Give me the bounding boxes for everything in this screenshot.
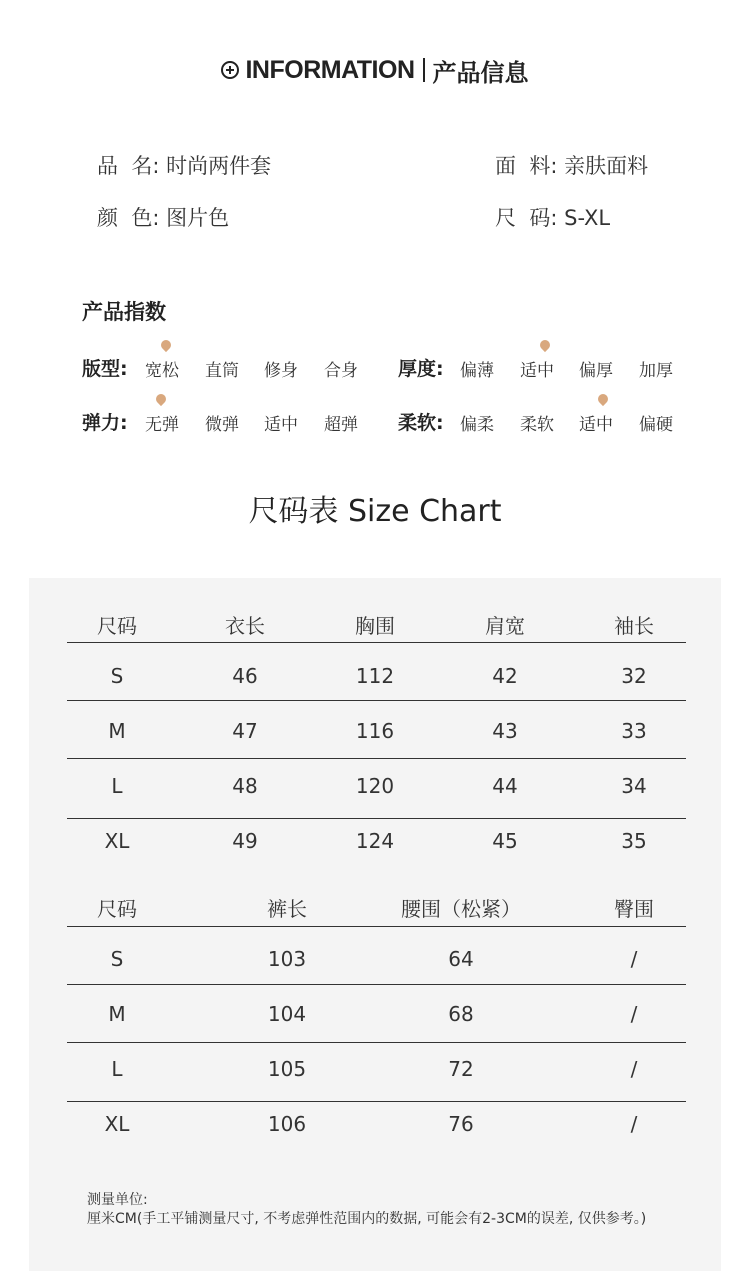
table-divider xyxy=(67,1101,686,1102)
info-size-label: 尺 码: xyxy=(495,206,558,230)
table-cell: / xyxy=(630,947,638,971)
note-text: 厘米CM(手工平铺测量尺寸, 不考虑弹性范围内的数据, 可能会有2-3CM的误差, 仅供参考。) xyxy=(87,1211,647,1227)
elasticity-option: 无弹 xyxy=(145,415,179,435)
table-cell: 32 xyxy=(621,664,647,688)
info-fabric-value: 亲肤面料 xyxy=(564,154,649,178)
elasticity-option: 微弹 xyxy=(205,415,239,435)
table-cell: 76 xyxy=(448,1112,474,1136)
softness-option: 柔软 xyxy=(520,415,554,435)
table-divider xyxy=(67,642,686,643)
info-fabric-label: 面 料: xyxy=(495,154,558,178)
table-cell: 104 xyxy=(267,1002,307,1026)
table-cell: L xyxy=(111,774,123,798)
section-header xyxy=(0,52,750,88)
thickness-option: 偏厚 xyxy=(579,361,613,381)
table-cell: / xyxy=(630,1002,638,1026)
table-divider xyxy=(67,818,686,819)
thickness-label: 厚度: xyxy=(398,358,444,380)
table-cell: M xyxy=(108,719,126,743)
table-cell: 45 xyxy=(492,829,518,853)
softness-option: 适中 xyxy=(579,415,613,435)
table-header-cell: 尺码 xyxy=(97,614,137,638)
info-color-label: 颜 色: xyxy=(97,206,160,230)
table-cell: L xyxy=(111,1057,123,1081)
table-header-cell: 臀围 xyxy=(614,897,654,921)
thickness-indicator-pin-icon xyxy=(538,338,552,352)
info-fabric xyxy=(495,150,648,180)
note-title: 测量单位: xyxy=(87,1192,148,1208)
elasticity-option: 超弹 xyxy=(324,415,358,435)
table-divider xyxy=(67,1042,686,1043)
table-cell: XL xyxy=(104,829,130,853)
index-row-elasticity-softness xyxy=(82,408,682,438)
info-name-value: 时尚两件套 xyxy=(166,154,272,178)
table-cell: S xyxy=(110,947,124,971)
header-divider xyxy=(423,58,425,82)
table-cell: XL xyxy=(104,1112,130,1136)
table-header-cell: 袖长 xyxy=(614,614,654,638)
table-cell: 44 xyxy=(492,774,518,798)
table-header-row xyxy=(67,608,686,642)
thickness-option: 偏薄 xyxy=(460,361,494,381)
table-header-cell: 衣长 xyxy=(225,614,265,638)
table-cell: / xyxy=(630,1112,638,1136)
table-cell: 46 xyxy=(232,664,258,688)
softness-label: 柔软: xyxy=(398,412,444,434)
table-cell: 35 xyxy=(621,829,647,853)
table-header-cell: 腰围（松紧） xyxy=(401,897,521,921)
info-size xyxy=(495,202,610,232)
index-row-fit-thickness xyxy=(82,354,682,384)
table-header-cell: 肩宽 xyxy=(485,614,525,638)
table-cell: 42 xyxy=(492,664,518,688)
elasticity-option: 适中 xyxy=(264,415,298,435)
table-cell: 106 xyxy=(267,1112,307,1136)
table-divider xyxy=(67,926,686,927)
table-cell: 49 xyxy=(232,829,258,853)
fit-option: 宽松 xyxy=(145,361,179,381)
table-cell: 124 xyxy=(355,829,395,853)
fit-option: 合身 xyxy=(324,361,358,381)
thickness-option: 适中 xyxy=(520,361,554,381)
fit-indicator-pin-icon xyxy=(159,338,173,352)
table-cell: 112 xyxy=(355,664,395,688)
table-cell: 105 xyxy=(267,1057,307,1081)
table-cell: 116 xyxy=(355,719,395,743)
fit-option: 直筒 xyxy=(205,361,239,381)
table-cell: 72 xyxy=(448,1057,474,1081)
product-index-title: 产品指数 xyxy=(82,300,166,324)
fit-option: 修身 xyxy=(264,361,298,381)
info-name xyxy=(97,150,271,180)
header-title-en: INFORMATION xyxy=(245,55,415,84)
softness-option: 偏柔 xyxy=(460,415,494,435)
table-header-cell: 尺码 xyxy=(97,897,137,921)
table-cell: 120 xyxy=(355,774,395,798)
fit-label: 版型: xyxy=(82,358,128,380)
table-divider xyxy=(67,700,686,701)
table-divider xyxy=(67,984,686,985)
table-cell: 47 xyxy=(232,719,258,743)
size-chart-title: 尺码表 Size Chart xyxy=(248,494,502,529)
info-color-value: 图片色 xyxy=(166,206,230,230)
info-name-label: 品 名: xyxy=(97,154,160,178)
info-color xyxy=(97,202,229,232)
table-cell: / xyxy=(630,1057,638,1081)
table-cell: 34 xyxy=(621,774,647,798)
table-cell: M xyxy=(108,1002,126,1026)
thickness-option: 加厚 xyxy=(639,361,673,381)
table-header-cell: 胸围 xyxy=(355,614,395,638)
table-cell: 103 xyxy=(267,947,307,971)
softness-indicator-pin-icon xyxy=(596,392,610,406)
elasticity-indicator-pin-icon xyxy=(154,392,168,406)
softness-option: 偏硬 xyxy=(639,415,673,435)
table-cell: 33 xyxy=(621,719,647,743)
table-cell: S xyxy=(110,664,124,688)
table-cell: 48 xyxy=(232,774,258,798)
header-title-cn: 产品信息 xyxy=(432,58,529,87)
table-cell: 68 xyxy=(448,1002,474,1026)
table-divider xyxy=(67,758,686,759)
table-cell: 43 xyxy=(492,719,518,743)
table-cell: 64 xyxy=(448,947,474,971)
plus-circle-icon xyxy=(221,61,239,79)
info-size-value: S-XL xyxy=(564,206,611,230)
table-header-row xyxy=(67,891,686,925)
elasticity-label: 弹力: xyxy=(82,412,128,434)
table-header-cell: 裤长 xyxy=(267,897,307,921)
